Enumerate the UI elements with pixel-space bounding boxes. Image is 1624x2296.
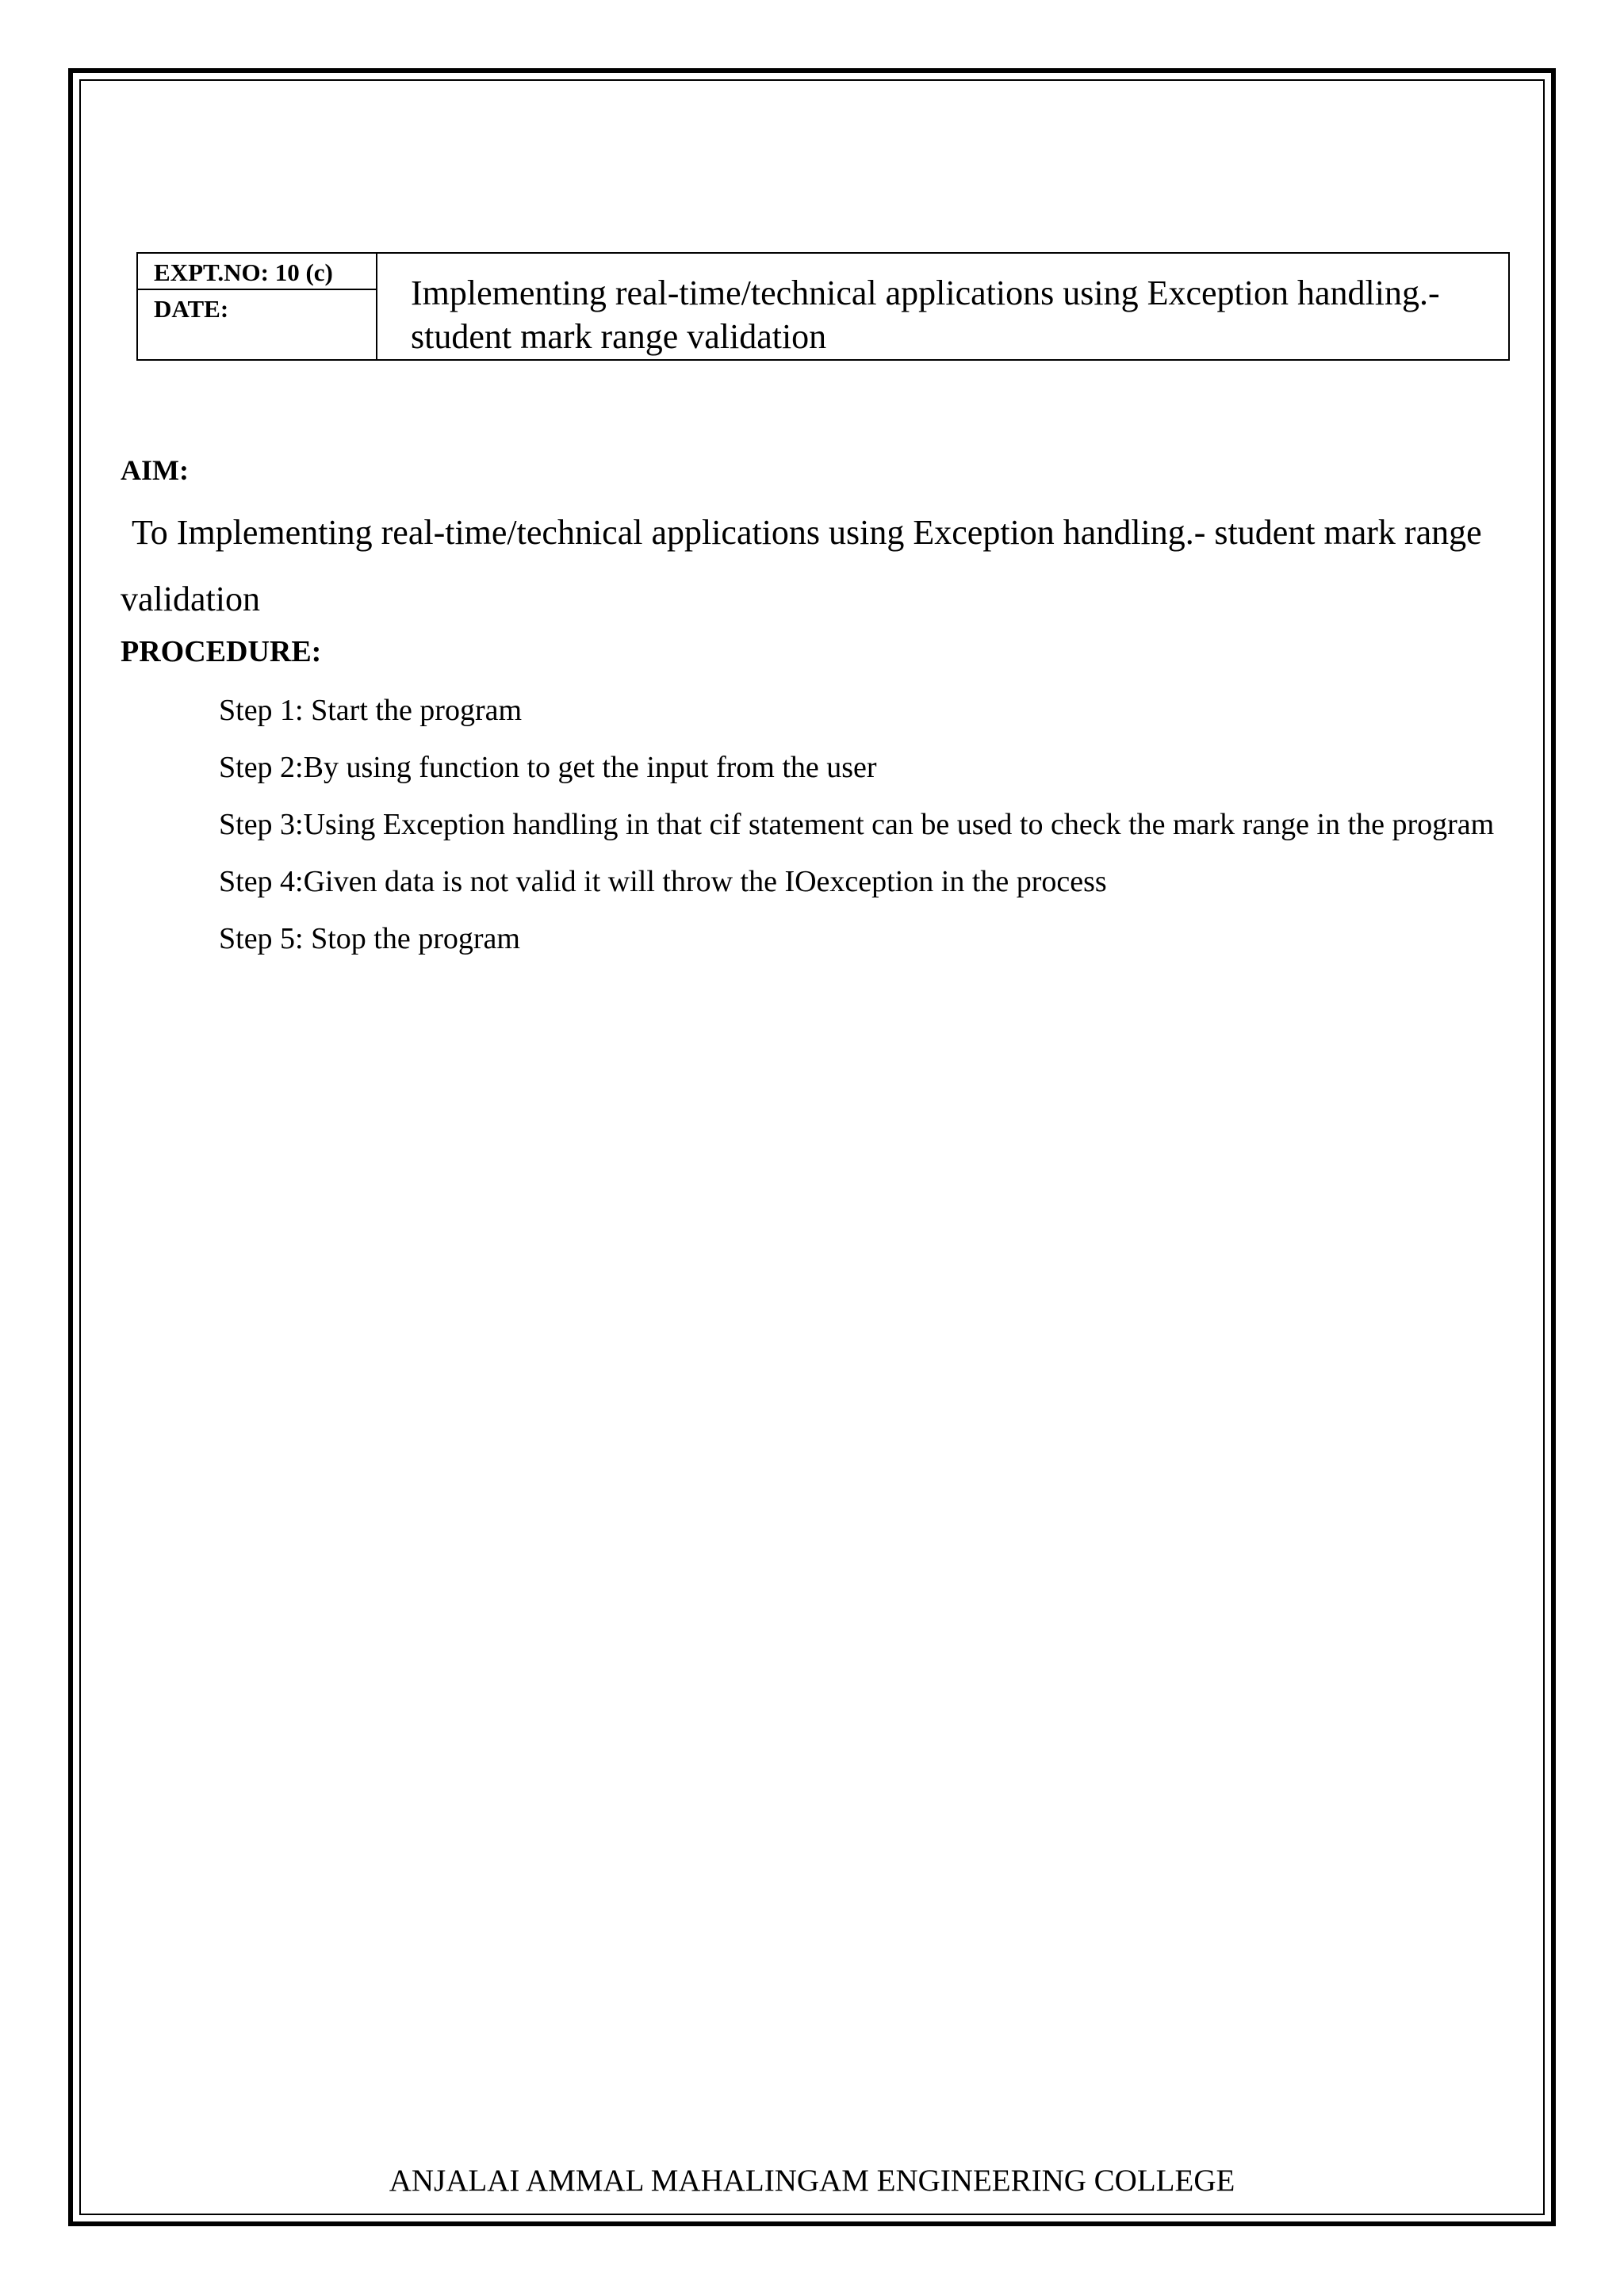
- table-divider-vertical: [376, 254, 377, 359]
- procedure-heading: PROCEDURE:: [121, 635, 322, 668]
- college-footer: ANJALAI AMMAL MAHALINGAM ENGINEERING COLLEGE: [389, 2164, 1235, 2198]
- aim-text: To Implementing real-time/technical applications using Exception handling.- student mark range validation: [121, 513, 1482, 618]
- experiment-number: EXPT.NO: 10 (c): [154, 258, 333, 286]
- procedure-step-5: Step 5: Stop the program: [219, 922, 520, 955]
- table-divider-horizontal: [138, 289, 376, 290]
- experiment-header-table: [136, 252, 1510, 361]
- aim-heading: AIM:: [121, 454, 189, 486]
- procedure-steps: [219, 682, 1519, 967]
- date-label: DATE:: [154, 295, 229, 323]
- procedure-step-2: Step 2:By using function to get the input from the user: [219, 751, 877, 784]
- procedure-step-1: Step 1: Start the program: [219, 694, 523, 727]
- experiment-title: Implementing real-time/technical applications using Exception handling.- student mark range validation: [411, 274, 1440, 356]
- procedure-step-3: Step 3:Using Exception handling in that cif statement can be used to check the mark range in the program: [219, 808, 1495, 841]
- page-border-inner: [79, 79, 1545, 2215]
- procedure-step-4: Step 4:Given data is not valid it will throw the IOexception in the process: [219, 865, 1107, 898]
